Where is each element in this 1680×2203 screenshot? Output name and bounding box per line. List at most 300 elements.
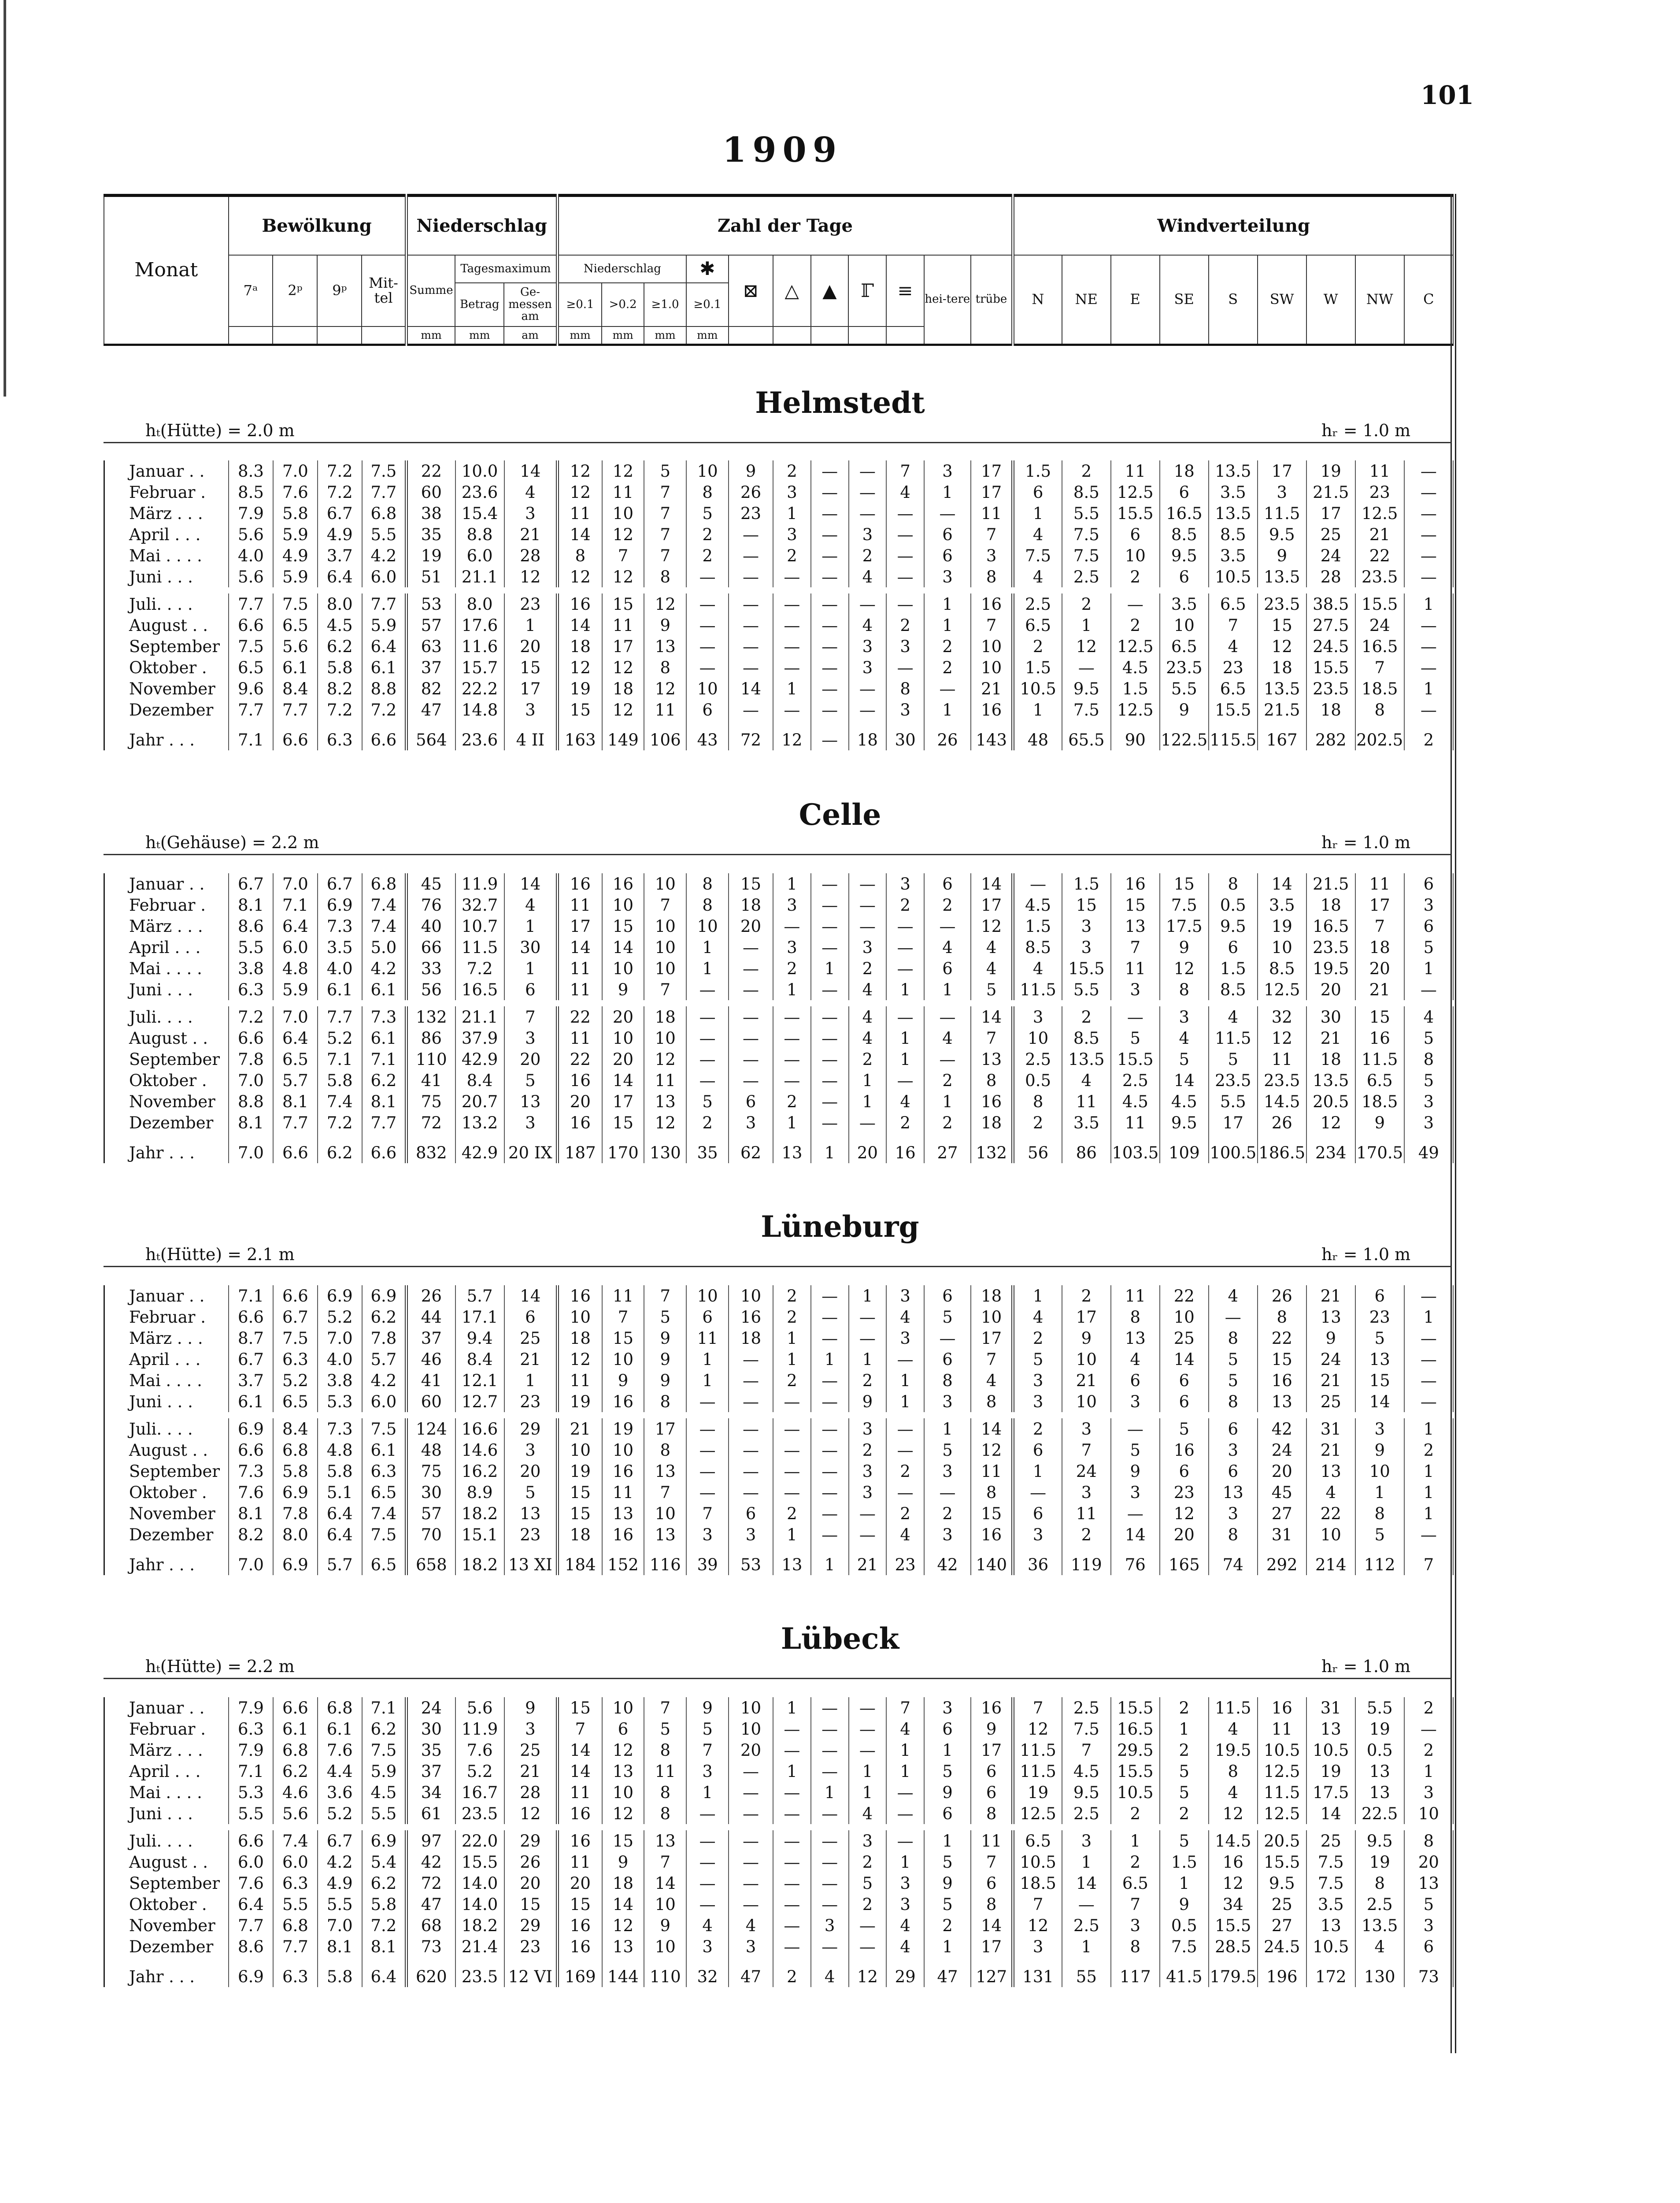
data-cell: — — [773, 1894, 811, 1915]
data-cell: 4.5 — [1160, 1091, 1209, 1112]
data-cell: 10 — [1258, 937, 1306, 958]
graupel-icon: △ — [773, 255, 811, 326]
station-hr: hᵣ = 1.0 m — [1321, 833, 1411, 852]
month-row — [104, 1697, 1454, 1718]
month-label: April . . . — [104, 1349, 229, 1370]
data-cell: 10 — [729, 1718, 773, 1739]
data-cell: 1 — [811, 958, 849, 979]
data-cell: 5.5 — [273, 1894, 318, 1915]
data-cell: 10 — [686, 916, 729, 937]
data-cell: 20 — [558, 1873, 602, 1894]
fog-icon: ≡ — [886, 255, 924, 326]
data-cell: 13 — [644, 636, 686, 657]
month-label: Oktober . — [104, 1070, 229, 1091]
data-cell: 2 — [773, 1091, 811, 1112]
data-cell: 100.5 — [1209, 1133, 1258, 1163]
data-cell: 187 — [558, 1133, 602, 1163]
data-cell: 6.5 — [1209, 678, 1258, 699]
data-cell: 15.1 — [455, 1524, 504, 1545]
data-cell: 1.5 — [1062, 873, 1111, 894]
data-cell: 7.2 — [318, 482, 362, 503]
data-cell: 2 — [773, 1957, 811, 1987]
data-cell: — — [886, 545, 924, 566]
data-cell: 4.2 — [362, 545, 407, 566]
data-cell: 5 — [644, 1718, 686, 1739]
data-cell: 14.5 — [1209, 1830, 1258, 1851]
data-cell: 2 — [924, 1915, 971, 1936]
data-cell: — — [811, 1091, 849, 1112]
data-cell: — — [924, 1482, 971, 1503]
data-cell: 6.5 — [1013, 1830, 1062, 1851]
unit-mittel — [362, 326, 406, 345]
data-cell: 10 — [602, 1782, 644, 1803]
month-row — [104, 460, 1454, 482]
data-cell: — — [773, 1739, 811, 1761]
data-cell: 4.5 — [362, 1782, 407, 1803]
data-cell: 17 — [1355, 894, 1404, 916]
annual-row — [104, 720, 1454, 750]
data-cell: 18 — [849, 720, 887, 750]
data-cell: — — [686, 657, 729, 678]
month-row — [104, 1524, 1454, 1545]
data-cell: — — [886, 593, 924, 615]
data-cell: — — [773, 636, 811, 657]
data-cell: 29 — [504, 1915, 558, 1936]
unit-betrag: mm — [455, 326, 504, 345]
month-label: Mai . . . . — [104, 958, 229, 979]
data-cell: 13 — [773, 1545, 811, 1575]
data-cell: 7 — [1209, 615, 1258, 636]
data-cell: 2.5 — [1013, 593, 1062, 615]
data-cell: — — [686, 1803, 729, 1824]
data-cell: 12 — [602, 657, 644, 678]
data-cell: 12 — [644, 1049, 686, 1070]
data-cell: 7.2 — [362, 1915, 407, 1936]
data-cell: 3 — [1111, 1391, 1160, 1412]
data-cell: 13 — [971, 1049, 1013, 1070]
data-cell: 112 — [1355, 1545, 1404, 1575]
data-cell: 18 — [729, 1328, 773, 1349]
data-cell: 5.3 — [229, 1782, 273, 1803]
data-cell: 4 — [886, 482, 924, 503]
data-cell: 13.5 — [1258, 678, 1306, 699]
data-cell: 10 — [1062, 1391, 1111, 1412]
data-cell: — — [849, 873, 887, 894]
data-cell: 3 — [886, 1328, 924, 1349]
data-cell: 5.8 — [318, 1957, 362, 1987]
data-cell: 8 — [971, 1482, 1013, 1503]
data-cell: 1 — [1404, 1418, 1453, 1439]
data-cell: 24 — [1306, 1349, 1355, 1370]
data-cell: — — [773, 657, 811, 678]
data-cell: 86 — [1062, 1133, 1111, 1163]
data-cell: 13.5 — [1258, 566, 1306, 587]
data-cell: — — [849, 1503, 887, 1524]
data-cell: 22 — [1355, 545, 1404, 566]
column-header-table — [104, 194, 1454, 346]
data-cell: — — [1404, 1328, 1453, 1349]
data-cell: 12 — [1306, 1112, 1355, 1133]
data-cell: 14.5 — [1258, 1091, 1306, 1112]
data-cell: 15 — [1355, 1370, 1404, 1391]
data-cell: 10.5 — [1306, 1936, 1355, 1957]
data-cell: 13.5 — [1355, 1915, 1404, 1936]
month-label: Juni . . . — [104, 1391, 229, 1412]
data-cell: 7.4 — [362, 1503, 407, 1524]
data-cell: 7.8 — [229, 1049, 273, 1070]
data-cell: 2 — [849, 958, 887, 979]
data-cell: 4 — [971, 937, 1013, 958]
data-cell: 1 — [773, 1328, 811, 1349]
data-cell: 5.2 — [318, 1027, 362, 1049]
data-cell: 7.5 — [273, 1328, 318, 1349]
data-cell: 8.5 — [1258, 958, 1306, 979]
data-cell: 30 — [407, 1482, 455, 1503]
data-cell: 15 — [602, 916, 644, 937]
data-cell: 61 — [407, 1803, 455, 1824]
data-cell: 106 — [644, 720, 686, 750]
data-cell: 12 — [1209, 1873, 1258, 1894]
station-table — [104, 1285, 1454, 1575]
data-cell: 34 — [1209, 1894, 1258, 1915]
data-cell: 23.5 — [455, 1803, 504, 1824]
data-cell: 4 — [811, 1957, 849, 1987]
data-cell: 3.5 — [1209, 482, 1258, 503]
data-cell: 6.0 — [362, 1391, 407, 1412]
data-cell: 14 — [644, 1873, 686, 1894]
data-cell: 1 — [1404, 1461, 1453, 1482]
data-cell: 7.5 — [1062, 1718, 1111, 1739]
data-cell: 10 — [644, 958, 686, 979]
data-cell: 5.4 — [362, 1851, 407, 1873]
data-cell: 14 — [558, 937, 602, 958]
data-cell: 1 — [924, 979, 971, 1000]
data-cell: — — [1404, 657, 1453, 678]
data-cell: — — [729, 958, 773, 979]
data-cell: 7.7 — [273, 699, 318, 720]
data-cell: 1 — [924, 1091, 971, 1112]
data-cell: 11.5 — [1209, 1027, 1258, 1049]
data-cell: 10 — [729, 1697, 773, 1718]
data-cell: 2 — [849, 545, 887, 566]
data-cell: — — [729, 1370, 773, 1391]
data-cell: 22.0 — [455, 1830, 504, 1851]
data-cell: 6 — [971, 1782, 1013, 1803]
data-cell: 1 — [811, 1782, 849, 1803]
data-cell: 6 — [924, 1803, 971, 1824]
month-row — [104, 636, 1454, 657]
data-cell: 26 — [924, 720, 971, 750]
data-cell: — — [811, 524, 849, 545]
data-cell: 9.4 — [455, 1328, 504, 1349]
data-cell: 15 — [504, 1894, 558, 1915]
month-label: Januar . . — [104, 873, 229, 894]
month-label: August . . — [104, 1027, 229, 1049]
data-cell: 18 — [1160, 460, 1209, 482]
data-cell: 6.3 — [318, 720, 362, 750]
data-cell: — — [1404, 1391, 1453, 1412]
data-cell: 4 — [849, 979, 887, 1000]
data-cell: 7 — [1013, 1697, 1062, 1718]
data-cell: 20.5 — [1306, 1091, 1355, 1112]
data-cell: 6.2 — [362, 1873, 407, 1894]
data-cell: 16 — [602, 1524, 644, 1545]
data-cell: 14.8 — [455, 699, 504, 720]
data-cell: 21 — [1355, 979, 1404, 1000]
data-cell: 9 — [924, 1782, 971, 1803]
data-cell: 132 — [971, 1133, 1013, 1163]
data-cell: 22 — [558, 1049, 602, 1070]
spacer-row — [104, 1824, 1454, 1830]
data-cell: 22 — [407, 460, 455, 482]
data-cell: 10 — [644, 1027, 686, 1049]
data-cell: 10 — [644, 1503, 686, 1524]
data-cell: 14 — [729, 678, 773, 699]
data-cell: 19 — [558, 678, 602, 699]
month-row — [104, 1285, 1454, 1306]
data-cell: 20.7 — [455, 1091, 504, 1112]
data-cell: 8 — [1209, 1328, 1258, 1349]
data-cell: — — [773, 1482, 811, 1503]
data-cell: 3 — [924, 1697, 971, 1718]
data-cell: 7.5 — [362, 1739, 407, 1761]
data-cell: 2.5 — [1013, 1049, 1062, 1070]
data-cell: 15 — [971, 1503, 1013, 1524]
data-cell: 6 — [504, 979, 558, 1000]
data-cell: 7.0 — [273, 873, 318, 894]
data-cell: — — [886, 1803, 924, 1824]
data-cell: 20 — [504, 636, 558, 657]
data-cell: 5.7 — [455, 1285, 504, 1306]
data-cell: 13 — [644, 1461, 686, 1482]
data-cell: 15 — [1258, 615, 1306, 636]
data-cell: 21 — [1355, 524, 1404, 545]
data-cell: 6.5 — [273, 1391, 318, 1412]
data-cell: — — [729, 524, 773, 545]
data-cell: 3 — [1404, 894, 1453, 916]
month-label: September — [104, 1873, 229, 1894]
data-cell: 6.9 — [318, 894, 362, 916]
header-2p: 2ᵖ — [273, 255, 317, 326]
data-cell: 6.4 — [318, 566, 362, 587]
data-cell: 9 — [686, 1697, 729, 1718]
data-cell: — — [729, 615, 773, 636]
data-cell: — — [729, 1349, 773, 1370]
data-cell: 11.5 — [1013, 1761, 1062, 1782]
data-cell: 6.4 — [229, 1894, 273, 1915]
header-wind-c: C — [1404, 255, 1453, 345]
data-cell: 15 — [1062, 894, 1111, 916]
data-cell: 6.5 — [362, 1482, 407, 1503]
data-cell: 43 — [686, 720, 729, 750]
data-cell: 179.5 — [1209, 1957, 1258, 1987]
data-cell: 7.1 — [229, 1285, 273, 1306]
data-cell: 19 — [407, 545, 455, 566]
data-cell: 3 — [924, 1524, 971, 1545]
station-title: Lüneburg — [761, 1209, 919, 1244]
data-cell: 5 — [1160, 1830, 1209, 1851]
data-cell: — — [811, 1739, 849, 1761]
data-cell: — — [686, 1070, 729, 1091]
data-cell: 12 — [1013, 1718, 1062, 1739]
month-label: November — [104, 1091, 229, 1112]
month-row — [104, 1306, 1454, 1328]
header-betrag: Betrag — [455, 283, 504, 326]
data-cell: 16 — [558, 1112, 602, 1133]
data-cell: 6 — [1160, 566, 1209, 587]
data-cell: 1 — [773, 979, 811, 1000]
spacer-row — [104, 1000, 1454, 1006]
data-cell: 15 — [729, 873, 773, 894]
data-cell: 10 — [602, 1439, 644, 1461]
data-cell: 76 — [407, 894, 455, 916]
data-cell: 6.8 — [273, 1739, 318, 1761]
data-cell: 25 — [504, 1328, 558, 1349]
data-cell: 9 — [1062, 1328, 1111, 1349]
data-cell: 23 — [1209, 657, 1258, 678]
data-cell: 1 — [1013, 1285, 1062, 1306]
data-cell: 14 — [504, 873, 558, 894]
data-cell: 4 — [729, 1915, 773, 1936]
data-cell: 6 — [1209, 1461, 1258, 1482]
data-cell: 11 — [558, 1027, 602, 1049]
data-cell: — — [773, 1070, 811, 1091]
data-cell: 8.5 — [1160, 524, 1209, 545]
data-cell: 32 — [686, 1957, 729, 1987]
data-cell: 6 — [924, 1718, 971, 1739]
month-row — [104, 1461, 1454, 1482]
data-cell: 5.7 — [273, 1070, 318, 1091]
data-cell: 1 — [924, 615, 971, 636]
data-cell: 11 — [602, 1482, 644, 1503]
data-cell: 8 — [1355, 1503, 1404, 1524]
data-cell: 10.5 — [1013, 1851, 1062, 1873]
data-cell: 3 — [849, 657, 887, 678]
data-cell: 35 — [407, 1739, 455, 1761]
data-cell: 5.5 — [318, 1894, 362, 1915]
data-cell: 3 — [1404, 1091, 1453, 1112]
data-cell: 4.9 — [318, 524, 362, 545]
data-cell: 3 — [1258, 482, 1306, 503]
data-cell: — — [773, 699, 811, 720]
data-cell: 10.7 — [455, 916, 504, 937]
data-cell: 51 — [407, 566, 455, 587]
data-cell: 6.8 — [362, 873, 407, 894]
data-cell: 7.9 — [229, 503, 273, 524]
data-cell: 130 — [644, 1133, 686, 1163]
data-cell: 140 — [971, 1545, 1013, 1575]
data-cell: 23.5 — [1306, 678, 1355, 699]
data-cell: — — [811, 720, 849, 750]
month-row — [104, 482, 1454, 503]
data-cell: 4.8 — [273, 958, 318, 979]
station-title: Helmstedt — [755, 386, 925, 420]
data-cell: 10 — [558, 1306, 602, 1328]
data-cell: 3 — [1062, 916, 1111, 937]
data-cell: 7 — [971, 524, 1013, 545]
data-cell: 21.1 — [455, 1006, 504, 1027]
data-cell: — — [811, 1306, 849, 1328]
data-cell: 1.5 — [1160, 1851, 1209, 1873]
header-wind-ne: NE — [1062, 255, 1111, 345]
data-cell: 24.5 — [1258, 1936, 1306, 1957]
data-cell: 5.2 — [455, 1761, 504, 1782]
data-cell: — — [1404, 615, 1453, 636]
data-cell: 14 — [1111, 1524, 1160, 1545]
data-cell: — — [686, 1873, 729, 1894]
data-cell: 6.3 — [273, 1873, 318, 1894]
data-cell: — — [811, 1461, 849, 1482]
data-cell: 2 — [686, 524, 729, 545]
data-cell: 3 — [886, 699, 924, 720]
data-cell: 16 — [729, 1306, 773, 1328]
data-cell: 6.1 — [273, 657, 318, 678]
month-label: September — [104, 1461, 229, 1482]
data-cell: 14 — [1258, 873, 1306, 894]
data-cell: 3 — [886, 636, 924, 657]
data-cell: — — [773, 1873, 811, 1894]
data-cell: 8 — [1404, 1049, 1453, 1070]
data-cell: 30 — [886, 720, 924, 750]
data-cell: 11 — [1258, 1049, 1306, 1070]
data-cell: 3 — [924, 566, 971, 587]
data-cell: 16 — [886, 1133, 924, 1163]
data-cell: 3 — [1111, 979, 1160, 1000]
data-cell: 2 — [686, 545, 729, 566]
data-cell: 40 — [407, 916, 455, 937]
data-cell: 6.1 — [362, 1027, 407, 1049]
data-cell: 4.9 — [273, 545, 318, 566]
data-cell: 21 — [504, 1761, 558, 1782]
data-cell: 12.5 — [1355, 503, 1404, 524]
data-cell: 5 — [924, 1761, 971, 1782]
data-cell: 26 — [1258, 1112, 1306, 1133]
data-cell: 15.5 — [455, 1851, 504, 1873]
data-cell: — — [686, 1006, 729, 1027]
data-cell: 4 — [886, 1915, 924, 1936]
data-cell: 6.5 — [1209, 593, 1258, 615]
data-cell: 10 — [1013, 1027, 1062, 1049]
data-cell: 7.0 — [229, 1070, 273, 1091]
data-cell: 3 — [1013, 1524, 1062, 1545]
header-summe: Summe — [406, 255, 455, 326]
data-cell: 7.2 — [318, 1112, 362, 1133]
data-cell: 8 — [1209, 873, 1258, 894]
data-cell: — — [729, 699, 773, 720]
data-cell: 6.2 — [362, 1718, 407, 1739]
month-label: Dezember — [104, 699, 229, 720]
data-cell: 6.4 — [318, 1524, 362, 1545]
data-cell: — — [886, 1418, 924, 1439]
data-cell: — — [1404, 699, 1453, 720]
data-cell: — — [729, 593, 773, 615]
data-cell: 24 — [1258, 1439, 1306, 1461]
data-cell: 29.5 — [1111, 1739, 1160, 1761]
data-cell: 7 — [686, 1503, 729, 1524]
data-cell: 47 — [729, 1957, 773, 1987]
data-cell: 14 — [504, 1285, 558, 1306]
data-cell: — — [849, 1328, 887, 1349]
data-cell: 6.9 — [229, 1957, 273, 1987]
data-cell: 5.2 — [273, 1370, 318, 1391]
data-cell: 5 — [686, 1091, 729, 1112]
data-cell: 6 — [1404, 1936, 1453, 1957]
month-label: Oktober . — [104, 1482, 229, 1503]
data-cell: 12.5 — [1111, 699, 1160, 720]
header-ge01: ≥0.1 — [557, 283, 602, 326]
data-cell: 17 — [971, 1936, 1013, 1957]
data-cell: 11.5 — [1013, 979, 1062, 1000]
